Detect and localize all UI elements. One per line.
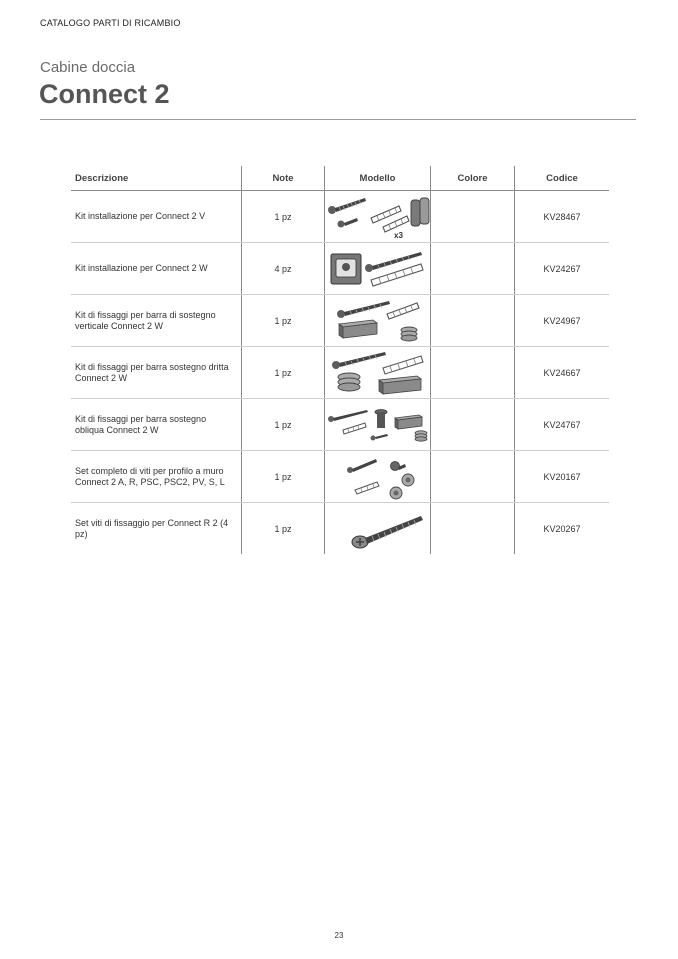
row-code: KV24967 [515,295,610,347]
row-code: KV24767 [515,399,610,451]
table-row [71,295,609,347]
row-description: Kit di fissaggi per barra sostegno obliqua Connect 2 W [71,399,242,451]
screws-dowels-clips-x3-icon [325,191,431,243]
column-header-model: Modello [325,166,431,191]
bracket-screw-dowel-icon [325,243,431,295]
page-title: Connect 2 [39,79,170,109]
title-divider [40,119,636,120]
screws-caps-set-icon [325,451,431,503]
row-note: 1 pz [242,295,325,347]
page-number: 23 [334,931,344,940]
row-description: Kit di fissaggi per barra sostegno dritta Connect 2 W [71,347,242,399]
table-row [71,451,609,503]
table-row [71,243,609,295]
catalog-label: CATALOGO PARTI DI RICAMBIO [40,18,181,28]
spare-parts-table [71,166,609,554]
row-note: 1 pz [242,191,325,243]
row-color [431,295,515,347]
table-header-row [71,166,609,191]
screw-dowel-ring-block-icon [325,347,431,399]
table-row [71,191,609,243]
row-note: 1 pz [242,399,325,451]
row-code: KV20167 [515,451,610,503]
row-color [431,191,515,243]
row-note: 4 pz [242,243,325,295]
table-row [71,399,609,451]
row-note: 1 pz [242,347,325,399]
row-color [431,503,515,555]
row-description: Kit di fissaggi per barra di sostegno verticale Connect 2 W [71,295,242,347]
row-code: KV20267 [515,503,610,555]
column-header-color: Colore [431,166,515,191]
row-description: Kit installazione per Connect 2 V [71,191,242,243]
table-row [71,347,609,399]
row-code: KV24667 [515,347,610,399]
row-description: Set viti di fissaggio per Connect R 2 (4 pz) [75,518,229,539]
row-color [431,347,515,399]
column-header-code: Codice [515,166,610,191]
row-color [431,451,515,503]
screw-dowel-block-icon [325,295,431,347]
row-code: KV24267 [515,243,610,295]
column-header-description: Descrizione [71,166,242,191]
row-description: Kit installazione per Connect 2 W [71,243,242,295]
long-screw-icon [325,503,431,555]
row-color [431,243,515,295]
row-note: 1 pz [242,451,325,503]
row-note: 1 pz [242,503,325,555]
row-color [431,399,515,451]
page-subtitle: Cabine doccia [40,59,136,76]
quantity-x3-label: x3 [394,230,403,240]
column-header-note: Note [242,166,325,191]
row-description: Set completo di viti per profilo a muro Connect 2 A, R, PSC, PSC2, PV, S, L [71,451,242,503]
row-code: KV28467 [515,191,610,243]
small-fixings-set-icon [325,399,431,451]
table-row [71,503,609,555]
